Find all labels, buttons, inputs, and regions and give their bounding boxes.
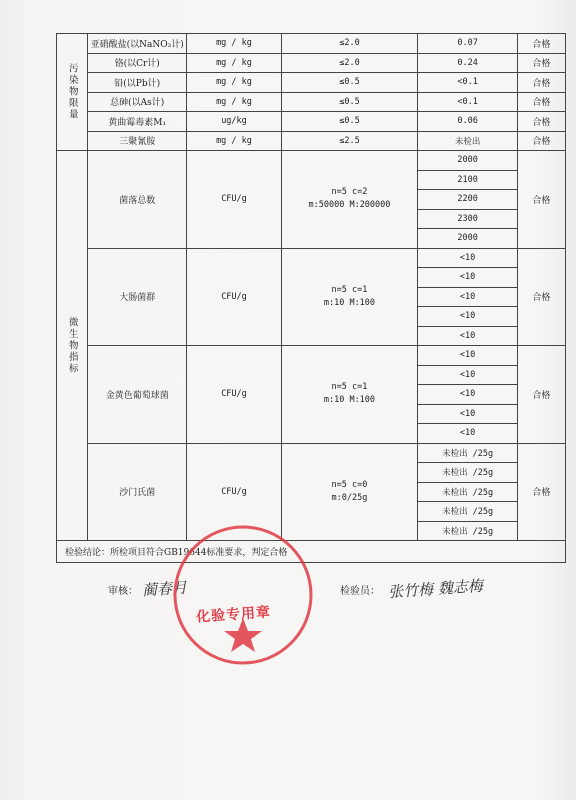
- table-row: [57, 346, 566, 366]
- result-cell: 0.07: [418, 34, 517, 54]
- category-label: 微生物指标: [66, 316, 78, 375]
- verdict-cell: 合格: [517, 112, 565, 132]
- table-row: [57, 92, 566, 112]
- result-cell: <10: [418, 307, 517, 327]
- verdict-cell: 合格: [517, 92, 565, 112]
- result-cell: <10: [418, 248, 517, 268]
- unit-cell: ug/kg: [187, 112, 281, 132]
- table-row: [57, 131, 566, 151]
- item-name: 金黄色葡萄球菌: [88, 346, 187, 444]
- verdict-cell: 合格: [517, 443, 565, 541]
- inspector-label: 检验员：: [340, 586, 380, 597]
- criteria-sampling: n=5 c=1: [331, 382, 368, 393]
- result-cell: <10: [418, 385, 517, 405]
- unit-cell: CFU/g: [187, 248, 281, 346]
- unit-cell: CFU/g: [187, 346, 281, 444]
- verdict-cell: 合格: [517, 53, 565, 73]
- result-cell: 未检出 /25g: [418, 482, 517, 502]
- unit-cell: CFU/g: [187, 443, 281, 541]
- item-name: 菌落总数: [88, 151, 187, 249]
- table-row: [57, 443, 566, 463]
- result-cell: 2100: [418, 170, 517, 190]
- item-name: 大肠菌群: [88, 248, 187, 346]
- unit-cell: mg / kg: [187, 53, 281, 73]
- table-row: [57, 151, 566, 171]
- result-cell: 2200: [418, 190, 517, 210]
- result-cell: 未检出 /25g: [418, 521, 517, 541]
- unit-cell: mg / kg: [187, 131, 281, 151]
- result-cell: 2000: [418, 229, 517, 249]
- result-cell: <10: [418, 287, 517, 307]
- criteria-cell: [281, 151, 418, 249]
- result-cell: 未检出 /25g: [418, 463, 517, 483]
- criteria-sampling: n=5 c=0: [331, 479, 368, 490]
- criteria-limits: m:50000 M:200000: [308, 200, 391, 211]
- result-cell: <10: [418, 326, 517, 346]
- result-cell: 未检出 /25g: [418, 502, 517, 522]
- inspection-table: [56, 33, 566, 563]
- limit-cell: ≤2.0: [281, 34, 418, 54]
- result-cell: <10: [418, 424, 517, 444]
- verdict-cell: 合格: [517, 346, 565, 444]
- item-name: 三聚氰胺: [88, 131, 187, 151]
- criteria-sampling: n=5 c=1: [331, 284, 368, 295]
- table-row: [57, 248, 566, 268]
- unit-cell: mg / kg: [187, 92, 281, 112]
- result-cell: <10: [418, 365, 517, 385]
- result-cell: 2000: [418, 151, 517, 171]
- official-stamp: [168, 520, 318, 670]
- reviewer-label: 审核：: [108, 586, 138, 597]
- verdict-cell: 合格: [517, 73, 565, 93]
- result-cell: 未检出: [418, 131, 517, 151]
- criteria-cell: [281, 346, 418, 444]
- item-name: 铅(以Pb计): [88, 73, 187, 93]
- limit-cell: ≤0.5: [281, 112, 418, 132]
- table-row: [57, 73, 566, 93]
- criteria-limits: m:10 M:100: [323, 297, 376, 308]
- result-cell: 0.24: [418, 53, 517, 73]
- category-cell-pollutant: [57, 34, 88, 151]
- table-row: [57, 112, 566, 132]
- stamp-label: 化验专用章: [195, 604, 272, 626]
- category-label: 污染物限量: [66, 63, 78, 121]
- limit-cell: ≤2.0: [281, 53, 418, 73]
- category-cell-micro: [57, 151, 88, 541]
- limit-cell: ≤2.5: [281, 131, 418, 151]
- verdict-cell: 合格: [517, 34, 565, 54]
- result-cell: <10: [418, 404, 517, 424]
- criteria-cell: [281, 248, 418, 346]
- item-name: 黄曲霉毒素M₁: [88, 112, 187, 132]
- item-name: 沙门氏菌: [88, 443, 187, 541]
- verdict-cell: 合格: [517, 131, 565, 151]
- result-cell: 未检出 /25g: [418, 443, 517, 463]
- table-row: [57, 34, 566, 54]
- limit-cell: ≤0.5: [281, 73, 418, 93]
- table-row: [57, 53, 566, 73]
- item-name: 铬(以Cr计): [88, 53, 187, 73]
- item-name: 亚硝酸盐(以NaNO₃计): [88, 34, 187, 54]
- item-name: 总砷(以As计): [88, 92, 187, 112]
- verdict-cell: 合格: [517, 151, 565, 249]
- reviewer-signature: 蔺春月: [141, 578, 188, 600]
- criteria-limits: m:10 M:100: [323, 395, 376, 406]
- result-cell: <10: [418, 346, 517, 366]
- result-cell: <0.1: [418, 73, 517, 93]
- unit-cell: CFU/g: [187, 151, 281, 249]
- limit-cell: ≤0.5: [281, 92, 418, 112]
- criteria-sampling: n=5 c=2: [331, 187, 368, 198]
- inspector-signature: 张竹梅 魏志梅: [387, 576, 484, 602]
- conclusion-text: 检验结论：所检项目符合GB19644标准要求，判定合格: [57, 541, 566, 563]
- result-cell: 0.06: [418, 112, 517, 132]
- unit-cell: mg / kg: [187, 34, 281, 54]
- verdict-cell: 合格: [517, 248, 565, 346]
- criteria-limits: m:0/25g: [331, 492, 368, 503]
- result-cell: 2300: [418, 209, 517, 229]
- result-cell: <0.1: [418, 92, 517, 112]
- result-cell: <10: [418, 268, 517, 288]
- unit-cell: mg / kg: [187, 73, 281, 93]
